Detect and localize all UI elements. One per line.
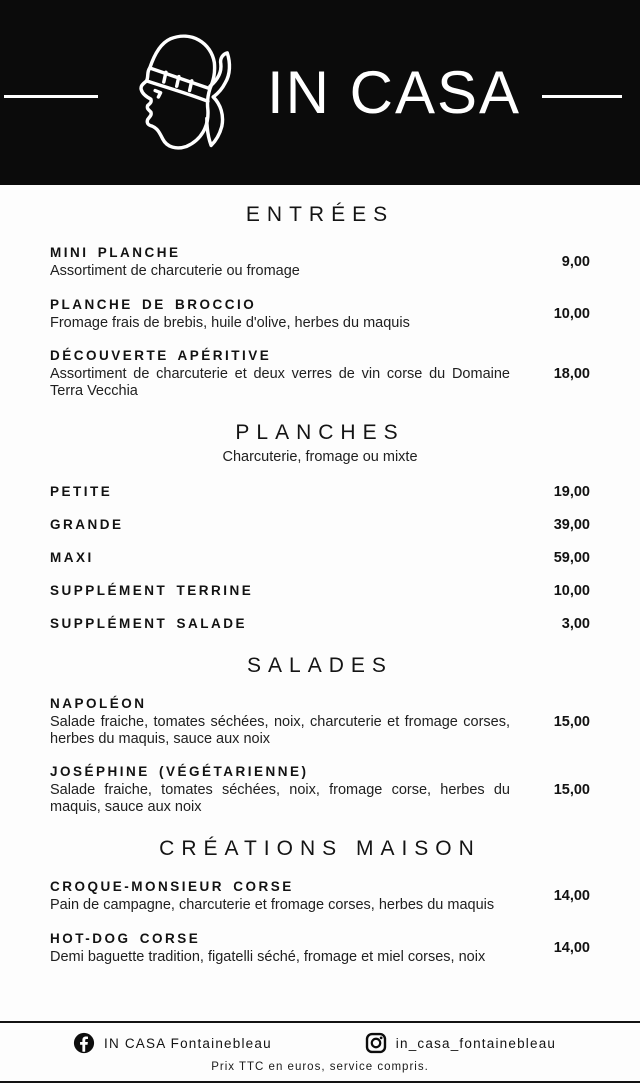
menu-section (50, 201, 590, 399)
item-name: GRANDE (50, 517, 124, 532)
item-description: Demi baguette tradition, figatelli séché, fromage et miel corses, noix (50, 948, 486, 965)
menu-item (50, 696, 590, 747)
section-items (50, 696, 590, 815)
instagram-link[interactable] (365, 1032, 556, 1054)
menu-item-main (50, 879, 510, 914)
item-name: DÉCOUVERTE APÉRITIVE (50, 348, 272, 363)
menu-item-main (50, 764, 510, 815)
section-subtitle: Charcuterie, fromage ou mixte (222, 449, 418, 465)
item-description: Salade fraiche, tomates séchées, noix, fromage corse, herbes du maquis, sauce aux noix (50, 782, 510, 815)
menu-item-main (50, 517, 510, 533)
menu-body (0, 185, 640, 1006)
item-name: NAPOLÉON (50, 696, 147, 711)
item-price: 59,00 (553, 550, 590, 566)
item-price: 39,00 (553, 517, 590, 533)
item-price: 14,00 (553, 888, 590, 905)
item-price: 10,00 (553, 305, 590, 322)
menu-item (50, 764, 590, 815)
menu-item-main (50, 696, 510, 747)
menu-item (50, 484, 590, 500)
item-price: 10,00 (553, 583, 590, 599)
menu-section (50, 835, 590, 965)
restaurant-title: IN CASA (267, 59, 522, 126)
menu-section (50, 419, 590, 632)
footer-note: Prix TTC en euros, service compris. (211, 1061, 429, 1073)
facebook-icon (73, 1032, 95, 1054)
section-title: SALADES (247, 654, 393, 677)
menu-item-main (50, 297, 510, 332)
menu-section (50, 652, 590, 815)
footer (0, 1021, 640, 1083)
item-price: 19,00 (553, 484, 590, 500)
menu-item (50, 616, 590, 632)
item-price: 3,00 (561, 616, 590, 632)
header-left-divider (4, 95, 98, 98)
section-items (50, 245, 590, 399)
section-title: ENTRÉES (245, 203, 395, 226)
menu-item-main (50, 583, 510, 599)
menu-item-main (50, 550, 510, 566)
menu-item-main (50, 245, 510, 280)
menu-item (50, 583, 590, 599)
item-name: MAXI (50, 550, 94, 565)
item-description: Assortiment de charcuterie ou fromage (50, 263, 300, 279)
item-description: Pain de campagne, charcuterie et fromage corses, herbes du maquis (50, 897, 495, 913)
section-items (50, 879, 590, 965)
item-price: 15,00 (553, 713, 590, 730)
instagram-icon (365, 1032, 387, 1054)
menu-item-main (50, 484, 510, 500)
item-name: SUPPLÉMENT TERRINE (50, 583, 254, 598)
menu-item (50, 550, 590, 566)
item-price: 14,00 (553, 939, 590, 956)
item-name: CROQUE-MONSIEUR CORSE (50, 879, 294, 894)
item-price: 15,00 (553, 781, 590, 798)
item-name: PLANCHE DE BROCCIO (50, 296, 257, 312)
item-description: Assortiment de charcuterie et deux verres de vin corse du Domaine Terra Vecchia (50, 366, 510, 399)
item-price: 18,00 (553, 365, 590, 382)
header-right-divider (542, 95, 622, 98)
item-name: PETITE (50, 484, 113, 499)
item-price: 9,00 (561, 254, 590, 271)
menu-item (50, 348, 590, 399)
header (0, 0, 640, 185)
menu-item (50, 245, 590, 280)
item-name: SUPPLÉMENT SALADE (50, 616, 248, 631)
moors-head-logo-icon (112, 26, 250, 168)
section-title: PLANCHES (235, 421, 405, 444)
item-name: HOT-DOG CORSE (50, 930, 201, 946)
item-description: Fromage frais de brebis, huile d'olive, herbes du maquis (50, 314, 410, 331)
section-title: CRÉATIONS MAISON (159, 837, 481, 860)
item-name: MINI PLANCHE (50, 245, 181, 260)
menu-item (50, 297, 590, 332)
facebook-label: IN CASA Fontainebleau (104, 1035, 272, 1051)
social-links (0, 1030, 640, 1056)
item-name: JOSÉPHINE (VÉGÉTARIENNE) (50, 764, 309, 779)
menu-item (50, 931, 590, 966)
menu-item-main (50, 931, 510, 966)
menu-item (50, 517, 590, 533)
menu-item-main (50, 348, 510, 399)
section-items (50, 484, 590, 632)
item-description: Salade fraiche, tomates séchées, noix, charcuterie et fromage corses, herbes du maquis, sauce aux noix (50, 714, 510, 747)
menu-item-main (50, 616, 510, 632)
facebook-link[interactable] (73, 1032, 272, 1054)
instagram-label: in_casa_fontainebleau (395, 1035, 557, 1051)
menu-item (50, 879, 590, 914)
